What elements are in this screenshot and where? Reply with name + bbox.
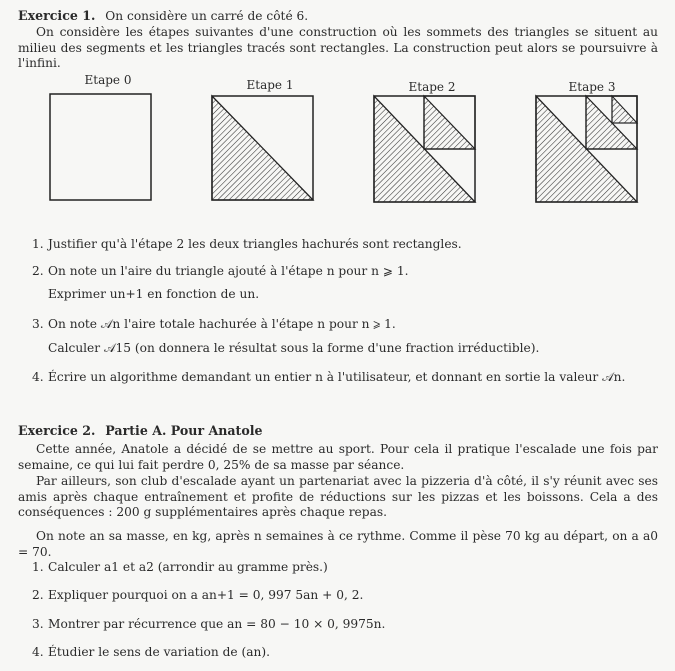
ex1-title: Exercice 1.: [18, 8, 96, 23]
ex2-q4-text: Étudier le sens de variation de (an).: [48, 645, 270, 659]
step3-figure: [534, 94, 640, 204]
step0-square: [50, 94, 151, 200]
ex1-q4-text: Écrire un algorithme demandant un entier n à l'utilisateur, et donnant en sortie la valeur 𝒜n.: [48, 370, 626, 384]
ex1-q3-text: On note 𝒜n l'aire totale hachurée à l'étape n pour n ⩾ 1.: [48, 317, 396, 331]
step1-figure: [210, 94, 316, 202]
ex1-q3-number: 3.: [32, 317, 44, 331]
ex2-part-title: Partie A. Pour Anatole: [105, 423, 263, 438]
ex2-title: Exercice 2.: [18, 423, 96, 438]
ex1-q2-subtext: Exprimer un+1 en fonction de un.: [48, 287, 260, 301]
step-label-3: Etape 3: [568, 80, 616, 94]
ex2-q1-text: Calculer a1 et a2 (arrondir au gramme près.): [48, 560, 328, 574]
ex1-q4-number: 4.: [32, 370, 44, 384]
ex1-q3-subtext: Calculer 𝒜15 (on donnera le résultat sous la forme d'une fraction irréductible).: [48, 341, 540, 355]
step2-triangle-2: [424, 96, 475, 149]
step-label-0: Etape 0: [84, 73, 132, 87]
step-label-1: Etape 1: [246, 78, 294, 92]
ex2-paragraph-1: Cette année, Anatole a décidé de se mettre au sport. Pour cela il pratique l'escalade une fois par semaine, ce qui lui fait perdre 0, 25% de sa masse par séance.: [18, 442, 658, 472]
step1-triangle: [212, 96, 313, 200]
ex2-q3-text: Montrer par récurrence que an = 80 − 10 × 0, 9975n.: [48, 617, 386, 631]
ex1-q1-number: 1.: [32, 237, 44, 251]
ex2-q1-number: 1.: [32, 560, 44, 574]
ex2-q2-number: 2.: [32, 588, 44, 602]
ex1-q2-text: On note un l'aire du triangle ajouté à l'étape n pour n ⩾ 1.: [48, 264, 409, 278]
ex2-paragraph-3: On note an sa masse, en kg, après n semaines à ce rythme. Comme il pèse 70 kg au départ, on a a0 = 70.: [18, 529, 658, 559]
step-label-2: Etape 2: [408, 80, 456, 94]
ex2-paragraph-2: Par ailleurs, son club d'escalade ayant un partenariat avec la pizzeria d'à côté, il s'y réunit avec ses amis après chaque entraînement et profite de réductions sur les pizzas et les boissons. Cela a des conséquences : 200 g supplémentaires après chaque repas.: [18, 474, 658, 519]
ex2-q3-number: 3.: [32, 617, 44, 631]
step3-triangle-3: [612, 96, 637, 123]
ex1-q1-text: Justifier qu'à l'étape 2 les deux triangles hachurés sont rectangles.: [48, 237, 462, 251]
ex2-header-line: [18, 423, 658, 440]
ex2-q2-text: Expliquer pourquoi on a an+1 = 0, 997 5an + 0, 2.: [48, 588, 364, 602]
ex1-intro1: On considère un carré de côté 6.: [105, 9, 309, 23]
ex1-q2-number: 2.: [32, 264, 44, 278]
ex1-header-line: [18, 8, 658, 25]
step2-figure: [372, 94, 478, 204]
ex2-q4-number: 4.: [32, 645, 44, 659]
step0-figure: [48, 92, 154, 202]
ex1-intro2: On considère les étapes suivantes d'une construction où les sommets des triangles se situent au milieu des segments et les triangles tracés sont rectangles. La construction peut alors se poursuivre à l'infini.: [18, 25, 658, 70]
